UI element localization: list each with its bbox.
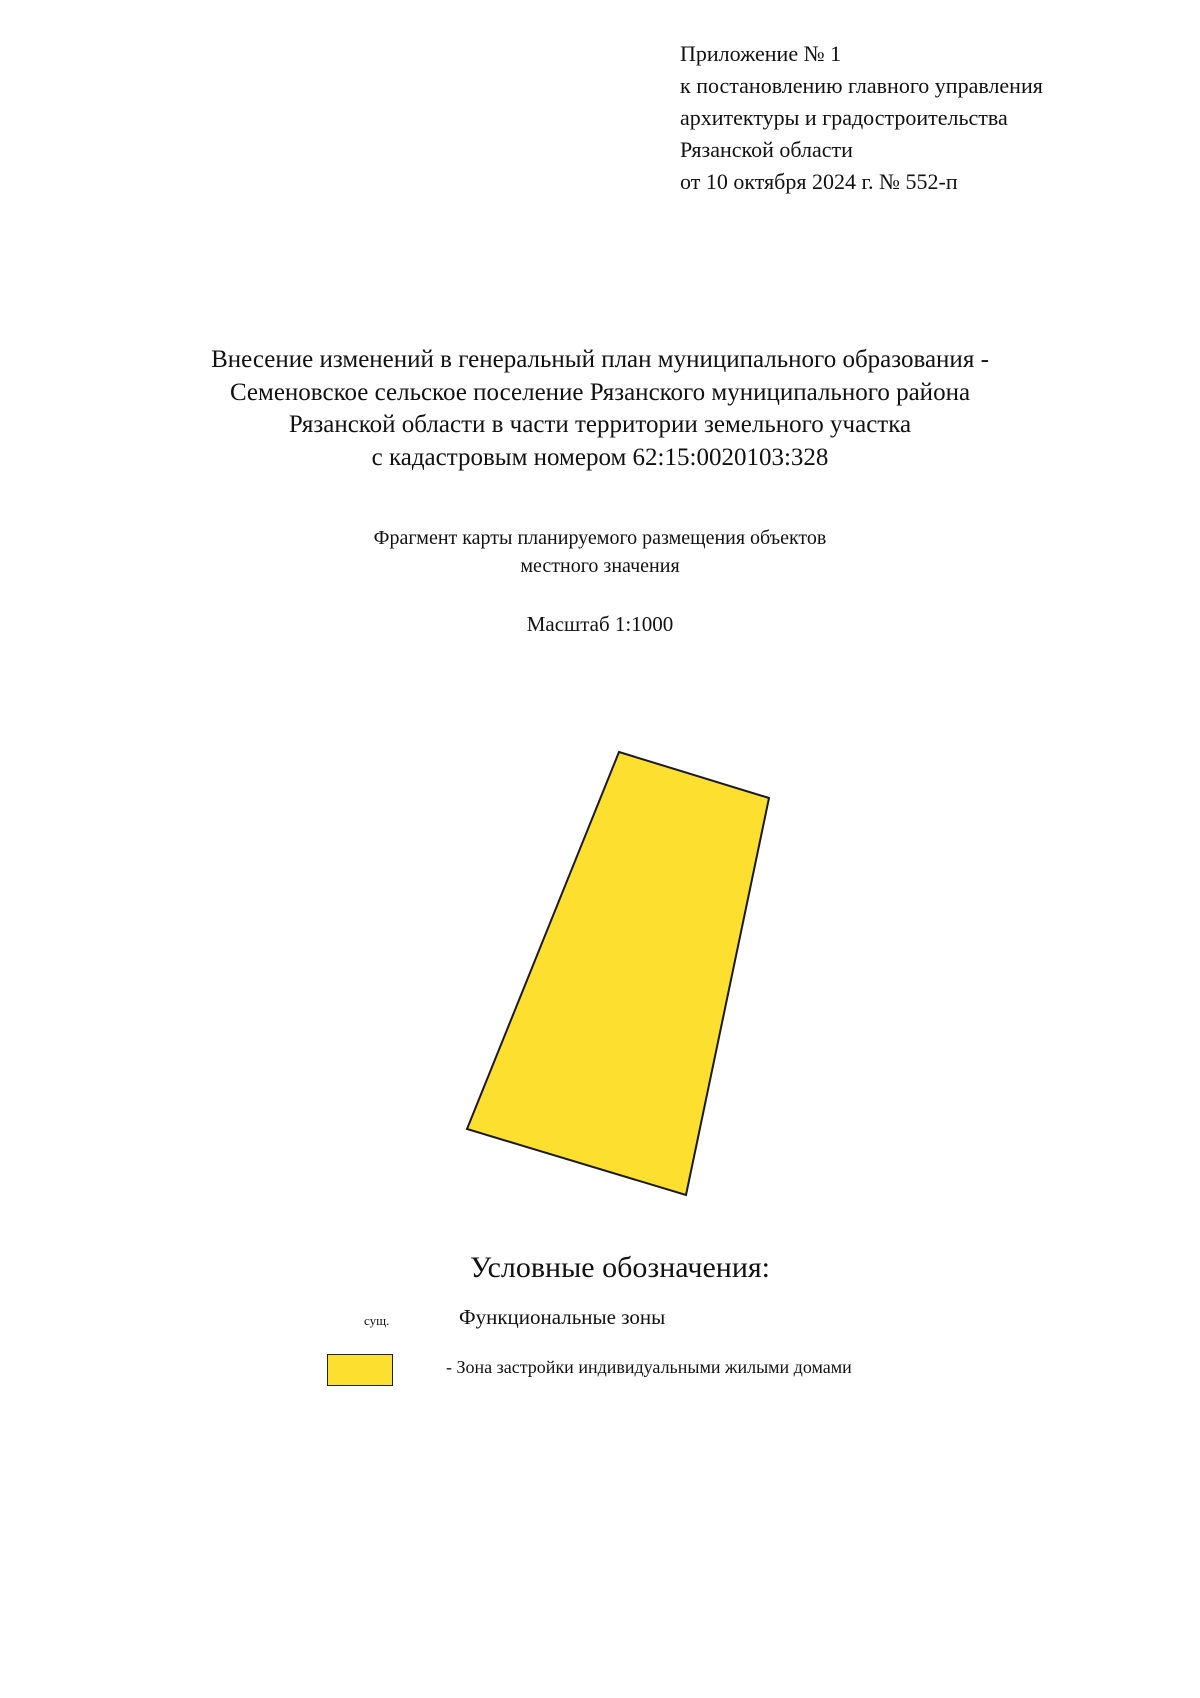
legend-status-label: сущ. bbox=[364, 1313, 390, 1328]
appendix-line: Приложение № 1 bbox=[680, 41, 842, 66]
title-line: Внесение изменений в генеральный план муниципального образования - bbox=[211, 346, 989, 373]
document-title bbox=[0, 344, 1200, 474]
residential-zone-swatch bbox=[327, 1354, 393, 1386]
appendix-line: к постановлению главного управления bbox=[680, 73, 1043, 98]
legend-group-heading: Функциональные зоны bbox=[459, 1305, 666, 1329]
appendix-line: архитектуры и градостроительства bbox=[680, 105, 1008, 130]
title-line: Семеновское сельское поселение Рязанского муниципального района bbox=[229, 378, 971, 406]
appendix-line: от 10 октября 2024 г. № 552-п bbox=[680, 169, 958, 194]
residential-zone-polygon bbox=[467, 752, 769, 1195]
subtitle-line: местного значения bbox=[520, 555, 680, 577]
map-subtitle bbox=[0, 524, 1200, 580]
map-scale: Масштаб 1:1000 bbox=[526, 612, 674, 636]
residential-zone-legend-label: - Зона застройки индивидуальными жилыми домами bbox=[446, 1357, 852, 1377]
appendix-block bbox=[680, 38, 1180, 198]
title-line: Рязанской области в части территории земельного участка bbox=[288, 411, 912, 438]
appendix-line: Рязанской области bbox=[680, 137, 853, 162]
legend-title: Условные обозначения: bbox=[469, 1251, 771, 1284]
subtitle-line: Фрагмент карты планируемого размещения объектов bbox=[373, 527, 827, 549]
title-line: с кадастровым номером 62:15:0020103:328 bbox=[371, 443, 829, 471]
